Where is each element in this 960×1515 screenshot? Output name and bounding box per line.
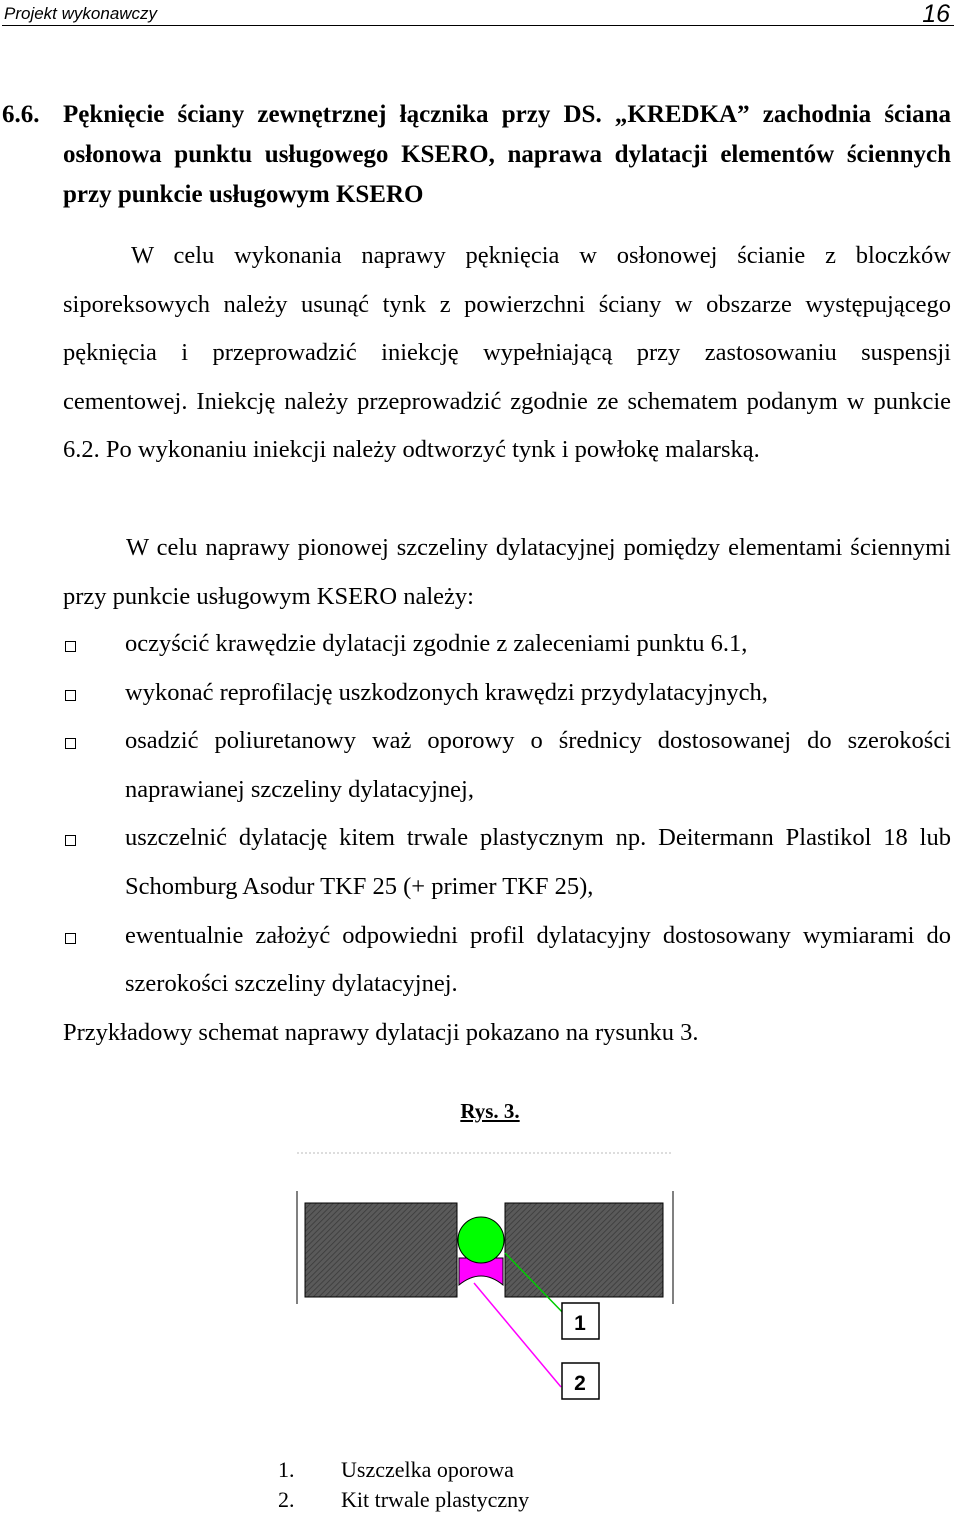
list-item: uszczelnić dylatację kitem trwale plastycznym np. Deitermann Plastikol 18 lub Schomburg Asodur TKF 25 (+ primer TKF 25), xyxy=(0,814,960,911)
checkbox-bullet-icon xyxy=(65,690,76,701)
wall-element-left xyxy=(305,1203,457,1297)
figure-title: Rys. 3. xyxy=(460,1099,520,1123)
list-item: wykonać reprofilację uszkodzonych krawędzi przydylatacyjnych, xyxy=(0,669,960,718)
document-header-title: Projekt wykonawczy xyxy=(4,4,158,23)
page-number: 16 xyxy=(922,0,950,28)
checkbox-bullet-icon xyxy=(65,641,76,652)
joint-repair-diagram xyxy=(0,1140,960,1450)
figure-legend xyxy=(278,1455,529,1515)
repair-steps-list xyxy=(0,620,960,1009)
legend-item: 1. Uszczelka oporowa xyxy=(278,1457,514,1482)
checkbox-bullet-icon xyxy=(65,835,76,846)
checkbox-bullet-icon xyxy=(65,738,76,749)
paragraph-crack-repair: W celu wykonania naprawy pęknięcia w osłonowej ścianie z bloczków siporeksowych należy usunąć tynk z powierzchni ściany w obszarze występującego pęknięcia i przeprowadzić iniekcję wypełniającą przy zastosowaniu suspensji cementowej. Iniekcję należy przeprowadzić zgodnie ze schematem podanym w punkcie 6.2. Po wykonaniu iniekcji należy odtworzyć tynk i powłokę malarską. xyxy=(63,242,951,464)
list-item: oczyścić krawędzie dylatacji zgodnie z zaleceniami punktu 6.1, xyxy=(0,620,960,669)
callout-leader-sealant xyxy=(474,1283,561,1387)
paragraph-figure-reference: Przykładowy schemat naprawy dylatacji pokazano na rysunku 3. xyxy=(63,1019,699,1046)
checkbox-bullet-icon xyxy=(65,933,76,944)
callout-label-2: 2 xyxy=(574,1372,586,1395)
header-rule xyxy=(2,25,954,26)
backer-rod-seal xyxy=(458,1217,504,1263)
section-title: Pęknięcie ściany zewnętrznej łącznika przy DS. „KREDKA” zachodnia ściana osłonowa punktu usługowego KSERO, naprawa dylatacji elementów ściennych przy punkcie usługowym KSERO xyxy=(63,101,951,208)
section-number: 6.6. xyxy=(2,101,40,128)
paragraph-joint-repair-intro: W celu naprawy pionowej szczeliny dylatacyjnej pomiędzy elementami ściennymi przy punkcie usługowym KSERO należy: xyxy=(63,534,951,610)
list-item: osadzić poliuretanowy waż oporowy o średnicy dostosowanej do szerokości naprawianej szczeliny dylatacyjnej, xyxy=(0,717,960,814)
legend-item: 2. Kit trwale plastyczny xyxy=(278,1487,530,1512)
callout-label-1: 1 xyxy=(574,1312,586,1335)
wall-element-right xyxy=(505,1203,663,1297)
list-item: ewentualnie założyć odpowiedni profil dylatacyjny dostosowany wymiarami do szerokości szczeliny dylatacyjnej. xyxy=(0,912,960,1009)
